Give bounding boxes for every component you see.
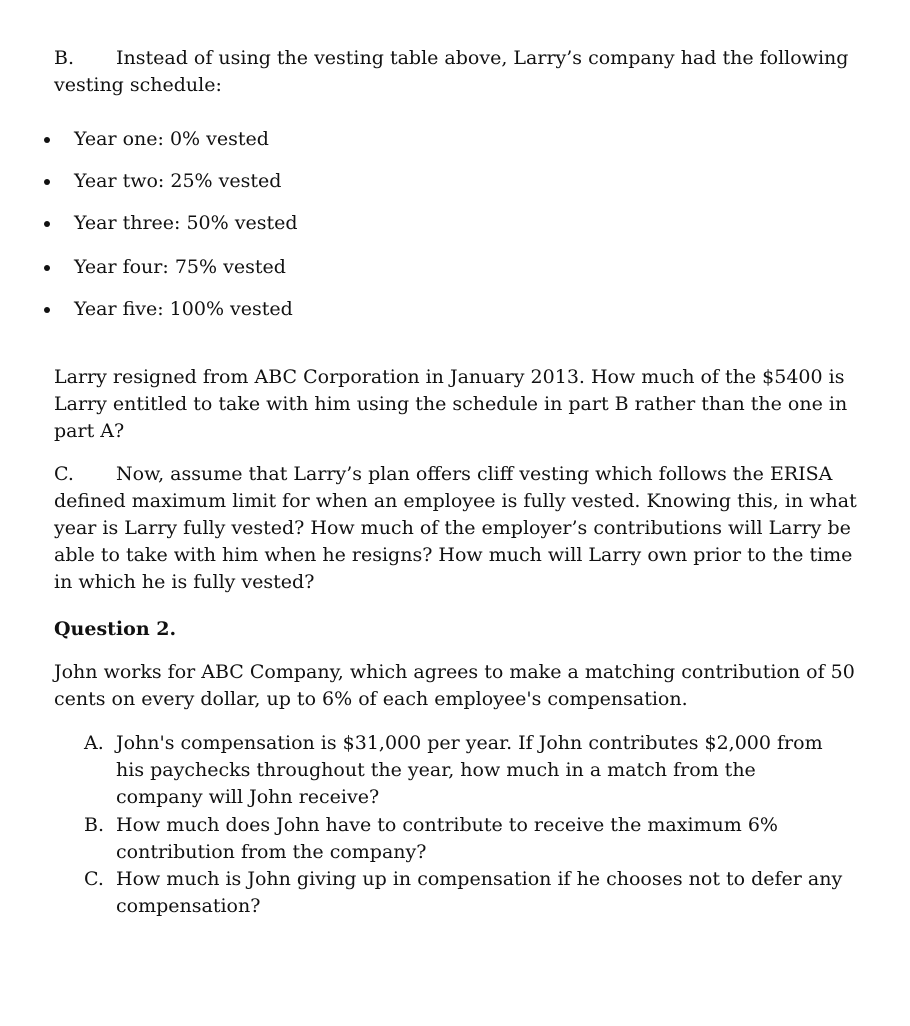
bullet-icon xyxy=(44,307,50,313)
item-text: How much does John have to contribute to receive the maximum 6% contribution from the company? xyxy=(116,814,778,863)
list-item-text: Year four: 75% vested xyxy=(74,256,286,278)
list-item-text: Year two: 25% vested xyxy=(74,170,282,192)
list-item-text: Year five: 100% vested xyxy=(74,298,293,320)
item-text: John's compensation is $31,000 per year. If John contributes $2,000 from his paychecks throughout the year, how much in a match from the company will John receive? xyxy=(116,732,823,808)
bullet-icon xyxy=(44,179,50,185)
item-text: How much is John giving up in compensation if he chooses not to defer any compensation? xyxy=(116,868,843,917)
question-2-heading: Question 2. xyxy=(54,618,177,640)
part-c-text: Now, assume that Larry’s plan offers cliff vesting which follows the ERISA defined maximum limit for when an employee is fully vested. Knowing this, in what year is Larry fully vested? How much of the employer’s contributions will Larry be able to take with him when he resigns? How much will Larry own prior to the time in which he is fully vested? xyxy=(54,463,857,593)
part-c-paragraph xyxy=(54,461,864,596)
bullet-icon xyxy=(44,137,50,143)
item-letter: B. xyxy=(84,814,105,836)
bullet-icon xyxy=(44,265,50,271)
item-letter: C. xyxy=(84,868,104,890)
list-item-text: Year one: 0% vested xyxy=(74,128,269,150)
part-b-label: B. xyxy=(54,47,75,69)
part-b-text: Instead of using the vesting table above, Larry’s company had the following vesting schedule: xyxy=(54,47,849,96)
question-2-intro: John works for ABC Company, which agrees to make a matching contribution of 50 cents on every dollar, up to 6% of each employee's compensation. xyxy=(54,661,855,710)
bullet-icon xyxy=(44,221,50,227)
part-b-question: Larry resigned from ABC Corporation in January 2013. How much of the $5400 is Larry entitled to take with him using the schedule in part B rather than the one in part A? xyxy=(54,366,848,442)
part-b-paragraph xyxy=(54,45,864,99)
list-item-text: Year three: 50% vested xyxy=(74,212,298,234)
item-letter: A. xyxy=(84,732,104,754)
part-c-label: C. xyxy=(54,463,74,485)
